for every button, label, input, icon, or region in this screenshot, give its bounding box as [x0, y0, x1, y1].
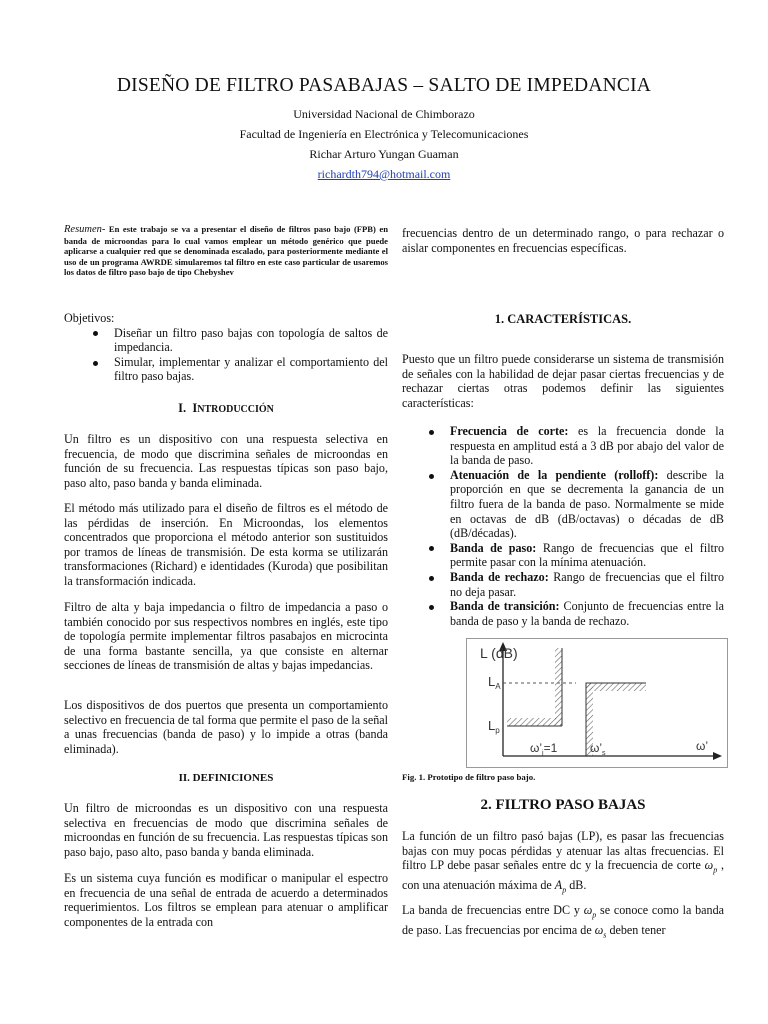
abstract-label: Resumen-: [64, 224, 106, 235]
passband-hatch: [507, 718, 562, 726]
section-lowpass-heading: 2. FILTRO PASO BAJAS: [480, 797, 646, 813]
ws-label: $\omega’_s$: [590, 741, 606, 757]
bullet-icon: [88, 326, 114, 341]
university-name: Universidad Nacional de Chimborazo: [293, 107, 475, 121]
bullet-icon: [424, 468, 450, 483]
lowpass-paragraph: La banda de frecuencias entre DC y $\omega_p$ se conoce como la banda de paso. Las frecuencias por encima de $\omega_s$ deben tener: [402, 903, 724, 940]
lp-label: $L_p$: [488, 718, 500, 735]
bullet-icon: [424, 424, 450, 439]
intro-paragraph: Un filtro es un dispositivo con una respuesta selectiva en frecuencia, de modo que discrimina señales de microondas en función de su frecuencia. Las respuestas típicas son paso bajo, paso alto, paso banda y banda eliminada.: [64, 432, 388, 490]
author-email-line: [0, 164, 768, 184]
lowpass-prototype-figure: [466, 638, 728, 768]
abstract-text: En este trabajo se va a presentar el diseño de filtros paso bajo (FPB) en banda de microondas para lo cual vamos emplear un método genérico que puede aplicarse a cualquier red que se denominada escalado, para posteriormente mediante el uso de un programa AWRDE simularemos tal filtro en este caso particular de usaremos los datos de filtro paso bajo de tipo Chebyshev: [64, 224, 388, 278]
author-email-link[interactable]: richardth794@hotmail.com: [317, 167, 451, 181]
figure-caption: Fig. 1. Prototipo de filtro paso bajo.: [402, 772, 536, 782]
faculty-name: Facultad de Ingeniería en Electrónica y Telecomunicaciones: [239, 127, 529, 141]
characteristic-item: Banda de paso: Rango de frecuencias que el filtro permite pasar con la mínima atenuación.: [424, 541, 724, 570]
characteristic-item: Banda de rechazo: Rango de frecuencias que el filtro no deja pasar.: [424, 570, 724, 599]
objectives: [64, 311, 388, 384]
wp-label: $\omega’_j=1$: [530, 741, 558, 757]
objectives-list: [88, 326, 388, 384]
stopband-hatch: [586, 683, 646, 691]
intro-paragraph: El método más utilizado para el diseño de filtros es el método de las pérdidas de inserción. En Microondas, los elementos concentrados que proporciona el método anterior son sustituidos por tramos de líneas de transmisión. De esta korma se utilizarán transformaciones (Richard) e identidades (Kuroda) que posibilitan la transformación indicada.: [64, 501, 388, 588]
bullet-icon: [424, 599, 450, 614]
section-definitions-heading: II. DEFINICIONES: [178, 772, 274, 784]
objectives-label: Objetivos:: [64, 311, 115, 325]
section-characteristics-heading: 1. CARACTERÍSTICAS.: [494, 312, 632, 326]
bullet-icon: [88, 355, 114, 370]
intro-paragraph: Filtro de alta y baja impedancia o filtro de impedancia a paso o también conocido por sus respectivos nombres en inglés, este tipo de topología permite implementar filtros pasabajos en microcinta de una forma bastante sencilla, ya que consiste en alternar secciones de líneas de transmisión de altas y bajas impedancias.: [64, 600, 388, 673]
lowpass-paragraph: La función de un filtro pasó bajas (LP), es pasar las frecuencias bajas con muy pocas pérdidas y atenuar las altas frecuencias. El filtro LP debe pasar señales entre dc y la frecuencia de corte $\omega_p$ , con una atenuación máxima de $A_p$ dB.: [402, 829, 725, 895]
continuation-paragraph: frecuencias dentro de un determinado rango, o para rechazar o aislar componentes en frecuencias específicas.: [402, 226, 724, 255]
characteristics-intro: Puesto que un filtro puede considerarse un sistema de transmisión de señales con la habilidad de dejar pasar ciertas frecuencias y de rechazar ciertas otras podemos definir las siguientes características:: [402, 352, 724, 410]
objective-item: Diseñar un filtro paso bajas con topología de saltos de impedancia.: [88, 326, 388, 355]
objective-item: Simular, implementar y analizar el comportamiento del filtro paso bajas.: [88, 355, 388, 384]
section-intro-heading: I. INTRODUCCIÓN: [178, 401, 274, 415]
w-axis-label: ω’: [696, 739, 709, 753]
transition-hatch: [555, 648, 562, 726]
abstract: [64, 224, 388, 278]
paper-header: [0, 74, 768, 184]
y-axis-label: L (dB): [480, 645, 518, 661]
intro-paragraph: Los dispositivos de dos puertos que presenta un comportamiento selectivo en frecuencia de tal forma que permite el paso de la señal a unas frecuencias (banda de paso) y lo impide a otras (banda eliminada).: [64, 698, 388, 756]
author-name: Richar Arturo Yungan Guaman: [309, 147, 459, 161]
bullet-icon: [424, 570, 450, 585]
bullet-icon: [424, 541, 450, 556]
la-label: $L_A$: [488, 674, 501, 691]
definitions-paragraph: Un filtro de microondas es un dispositivo con una respuesta selectiva en frecuencias de modo que discrimina señales de microondas en función de su frecuencia. Las respuestas típicas son paso bajo, paso alto, paso banda y banda eliminada.: [64, 801, 388, 859]
paper-title: DISEÑO DE FILTRO PASABAJAS – SALTO DE IMPEDANCIA: [116, 75, 652, 96]
characteristics-list: [424, 424, 724, 628]
characteristic-item: Banda de transición: Conjunto de frecuencias entre la banda de paso y la banda de rechazo.: [424, 599, 724, 628]
characteristic-item: Frecuencia de corte: es la frecuencia donde la respuesta en amplitud está a 3 dB por abajo del valor de la banda de paso.: [424, 424, 724, 468]
definitions-paragraph: Es un sistema cuya función es modificar o manipular el espectro en frecuencia de una señal de entrada de acuerdo a determinados requerimientos. Los filtros se emplean para atenuar o amplificar componentes de la entrada con: [64, 871, 388, 929]
characteristic-item: Atenuación de la pendiente (rolloff): describe la proporción en que se decrementa la ganancia de un filtro fuera de la banda de paso. Normalmente se mide en octavas de dB (dB/octavas) o décadas de dB (dB/décadas).: [424, 468, 724, 541]
